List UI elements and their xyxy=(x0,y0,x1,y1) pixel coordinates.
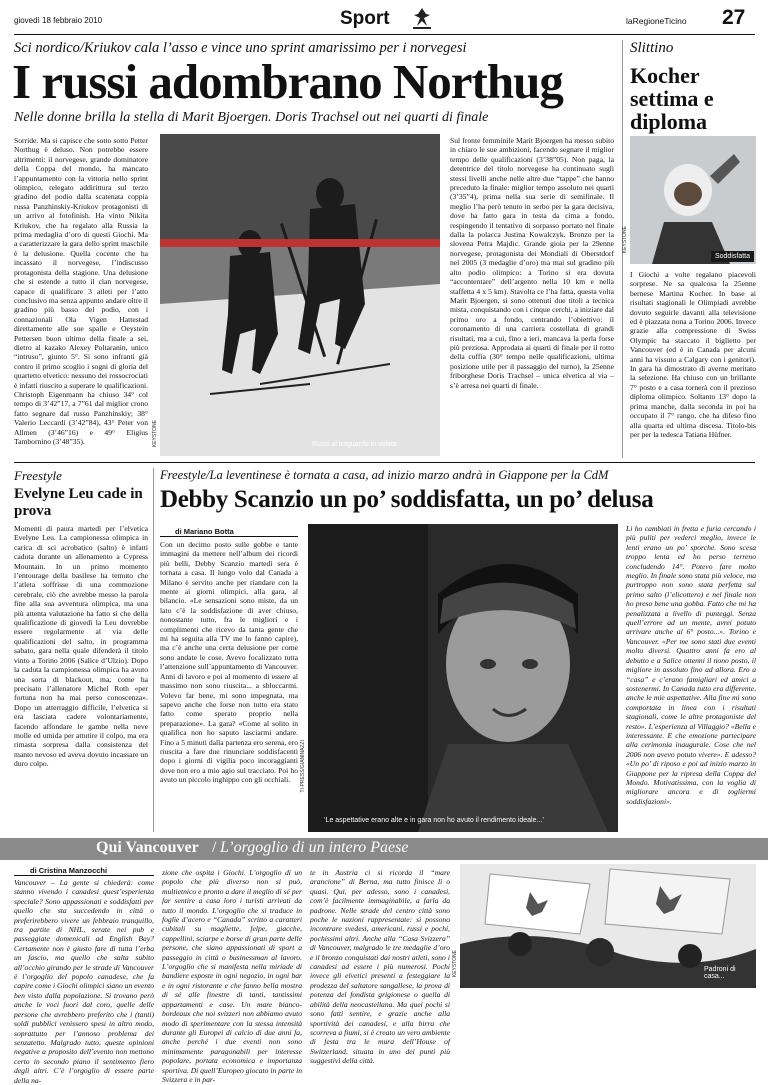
scanzio-photo-caption: ‘Le aspettative erano alte e in gara non ho avuto il rendimento ideale...’ xyxy=(324,817,544,824)
scanzio-byline-rule xyxy=(160,536,298,537)
olympic-emblem-icon xyxy=(410,6,434,30)
header-date: giovedì 18 febbraio 2010 xyxy=(14,16,103,25)
main-photo xyxy=(160,134,440,456)
mid-rule xyxy=(14,462,755,463)
main-headline: I russi adombrano Northug xyxy=(12,54,563,109)
vancouver-slash: / xyxy=(212,839,217,856)
sidebar-photo-caption: Soddisfatta xyxy=(711,251,754,262)
section-logo xyxy=(340,6,435,32)
sidebar-headline: Kocher settima e diploma xyxy=(630,63,714,134)
scanzio-kicker: Freestyle/La leventinese è tornata a casa, ad inizio marzo andrà in Giappone per la CdM xyxy=(160,468,609,482)
vancouver-byline-rule xyxy=(14,875,154,876)
sidebar-kicker: Slittino xyxy=(630,40,674,56)
main-photo-caption: Russi al traguardo in volata xyxy=(312,441,397,448)
freestyle-divider xyxy=(153,468,154,832)
section-title: Sport xyxy=(340,8,390,29)
main-photo-credit: KEYSTONE xyxy=(152,420,158,448)
sidebar-photo xyxy=(630,136,756,264)
vancouver-photo-credit: KEYSTONE xyxy=(452,950,458,978)
vancouver-photo xyxy=(460,864,756,988)
freestyle-body: Momenti di paura martedì per l’elvetica Evelyne Leu. La campionessa olimpica in carica di sci acrobatico (salto) è infatti caduta durante un allenamento a Cypress Mountain. In un primo momento l’entourage della basilese ha temuto che l’atleta soffrisse di una commozione cerebrale, ciò che avrebbe messo la parola fine alla sua avventura olimpica, ma una più attenta valutazione ha fatto sì che della qualificazione di giovedì la Leu dovrebbe essere regolarmente al via delle qualificazioni del salto, in programma sabato, gara nella quale difenderà il titolo vinto a Torino 2006 (Salice d’Ulzio). Dopo la caduta la campionessa olimpica ha avuto una sorta di blackout, ma, come ha precisato l’allenatore Michel Roth «per fortuna non ha mai perso conoscenza». Dopo un atterraggio difficile, l’elvetica si era lasciata cadere volontariamente, facendo affondare le gambe nella neve molle ed umida per attutire il colpo, ma era rimasta sorpresa dalla consistenza del manto nevoso ed aveva dovuto incassare un duro colpo. xyxy=(14,524,148,769)
vancouver-kicker: Qui Vancouver xyxy=(96,839,199,856)
page-number: 27 xyxy=(722,6,746,29)
scanzio-body: Con un decimo posto sulle gobbe e tante immagini da mettere nell’album dei ricordi più belli, Debby Scanzio martedì sera è tornata a casa. Il lungo volo dal Canada a Milano è servito anche per riandare con la mente ai giorni olimpici, alla gara, al bilancio. «Le sensazioni sono miste, da un lato c’è la soddisfazione di aver chiuso, nonostante tutto, fra le migliori e i complimenti che ricevo da tanta gente che mi ha seguita alla TV me lo fanno capire), ma c’è anche una certa delusione per come sono andate le cose. Avevo focalizzato tutta l’attenzione sull’appuntamento di Vancouver. Anni di lavoro e poi al momento di essere al massimo non sono riuscita... a sbloccarmi. Volevo far bene, mi sono impegnata, ma sapevo anche che forse non tutto era stato fatto come sperato proprio nella preparazione». La gara? «Come al solito in qualifica non ho saputo lasciarmi andare. Fino a 5 minuti dalla partenza ero serena, ero riuscita a fare due rinunciare soddisfacenti dopo i giorni di vigilia poco incoraggianti dove non ero a mio agio sul tracciato. Poi ho avuto un piccolo inghippo con gli occhiali. xyxy=(160,540,298,785)
scanzio-photo xyxy=(308,524,618,832)
ski-sprint-finish-image xyxy=(160,134,440,456)
sidebar-body: I Giochi a volte regalano piacevoli sorprese. Ne sa qualcosa la 25enne bernese Martina Kocher. In base ai risultati stagionali le Olimpiadi avrebbe dovuto seguirle davanti alla televisione ed è piazzata nona a Torino 2006. Invece grazie alla compressione di Swiss Olympic ha staccato il biglietto per Vancouver (ed è in Canada per alcuni anni ha vissuto a Calgary con i genitori). In gara ha dimostrato di averne meritato la selezione. Ha chiuso con un brillante 7° posto e a casa tornerà con il prezioso diploma olimpico. Soltanto 13° dopo la prima manche, dalla seconda in poi ha occupato il 7° rango, che ha difeso fino alla quarta ed ultima discesa. Titolo-bis per per la tedesca Tatiana Hüfner. xyxy=(630,270,756,439)
luge-athlete-image xyxy=(630,136,756,264)
freestyle-headline: Evelyne Leu cade in prova xyxy=(14,486,143,519)
scanzio-column-right: Li ho cambiati in fretta e furia cercando i più puliti per vederci meglio, invece le lenti erano un po’ sporche. Sono scesa troppo lenta ed ho perso terreno concludendo 14°. Potevo fare molto meglio. In finale sono stata più veloce, ma purtroppo non sono stata perfetta sul primo salto (l’elicottero) e nel finale non ho preso bene una gobba. Fatto che mi ha penalizzata a livello di punteggi. Senza quell’errore ad un mente, avrei potuto arrivare anche al 6° posto...». Torino e Vancouver. «Per me sono stati due eventi molto diversi. Quattro anni fa ero al debutto e a Salice ottenni il nono posto, il migliore in assoluto fino ad allora. Ero a “casa” e c’erano famigliari ed amici a sostenermi. In Canada tutto era differente, anche le mie aspettative. Alla fine mi sono comportata in linea con i risultati stagionali, come le altre protagoniste del resto». L’esperienza al Villaggio? «Bella e interessante. E che emozione partecipare alla cerimonia inaugurale. Cose che nel 2006 non avevo potuto vivere». E adesso? «Un po’ di riposo e poi ad inizio marzo in Giappone per la ripresa della Coppa del Mondo. Motivatissima, con la voglia di migliorare ancora e di togliermi soddisfazioni». xyxy=(626,524,756,806)
sidebar-photo-credit: KEYSTONE xyxy=(622,226,628,254)
vancouver-banner xyxy=(0,838,768,860)
main-kicker: Sci nordico/Kriukov cala l’asso e vince uno sprint amarissimo per i norvegesi xyxy=(14,40,467,56)
scanzio-photo-credit: TI-PRESS/GIANINAZZI xyxy=(300,740,306,793)
vancouver-byline: di Cristina Manzocchi xyxy=(30,866,108,875)
scanzio-byline: di Mariano Botta xyxy=(175,527,234,536)
scanzio-headline: Debby Scanzio un po’ soddisfatta, un po’ delusa xyxy=(160,486,654,513)
vancouver-photo-caption: Padroni di casa... xyxy=(704,966,736,980)
freestyle-kicker: Freestyle xyxy=(14,468,62,483)
vancouver-column-2: zione che ospita i Giochi. L’orgoglio di un popolo che più diverso non si può, multietnico e pronto a dare il meglio di sé per far sentire a casa loro i turisti arrivati da tutto il mondo. L’orgoglio che si traduce in foglie d’acero e “Canada” scritto a caratteri cubitali su magliette, felpe, giacche, cappellini, sciarpe e borse di gran parte delle persone, che siano appassionati di sport a passeggio in città o businessman al lavoro. L’orgoglio che si manifesta nella miriade di bandiere esposte in ogni negozio, in ogni bar e in ogni ristorante e che fanno bella mostra di sé alle finestre di tanti, tantissimi appartamenti e case. Un mare bianco-bordeaux che noi svizzeri non abbiamo avuto modo di sperimentare con la stessa intensità durante gli Europei di calcio di due anni fa, anche perché i due eventi non sono minimamente paragonabili per interesse popolare, portata economica e importanza sportiva. Di quell’Europeo giocato in parte in Svizzera e in par- xyxy=(162,868,302,1084)
vancouver-column-1: Vancouver – La gente si chiederà: come stanno vivendo i canadesi quest’esperienza speciale? Sono appassionati e soddisfatti per quello che sta succedendo in città o preferirebbero vivere un febbraio tranquillo, tra partite di NHL, serate nei pub e passeggiate domenicali ad English Bay? Certamente non è giusto fare di tutta l’erba un fascio, ma quello che salta subito all’occhio girando per le strade di Vancouver è l’orgoglio del popolo canadese, che fa capire come i Giochi olimpici siano un evento ben visto dalla popolazione. Si trovano però anche le voci fuori dal coro, quelle delle persone che avrebbero preferito che i (tanti) soldi pubblici venissero spesi in altro modo, soprattutto per l’annoso problema dei senzatetto. Malgrado tutto, queste opinioni negative a proposito dell’evento non mettono certo in secondo piano il sentimento fiero degli altri. C’è l’orgoglio di essere parte della na- xyxy=(14,878,154,1085)
main-subhead: Nelle donne brilla la stella di Marit Bjoergen. Doris Trachsel out nei quarti di finale xyxy=(14,110,489,125)
newspaper-name: laRegioneTicino xyxy=(626,16,687,26)
athlete-portrait-image xyxy=(308,524,618,832)
main-column-1: Sorride. Ma si capisce che sotto sotto Petter Northug è deluso. Non potrebbe essere altrimenti: il norvegese, grande dominatore della Coppa del mondo, ha mancato l’appuntamento con la vittoria nello sprint olimpico, relegato addirittura sul terzo gradino del podio dalla scatenata coppia russa Panzhinskiy-Kriukov protagonisti di un arrivo al fotofinish. Ha vinto Nikita Kriukov, che ha regalato alla Russia la prima medaglia d’oro di questi Giochi. Ma a caratterizzare la gara dello sprint maschile è la delusione. Quella cocente che ha incassato il norvegese, l’indiscusso protagonista della stagione. Una delusione che si estende a tutto il clan norvegese, capace di qualificare 3 atleti per l’atto conclusivo ma senza appunto andare oltre il gradino più basso del podio, con i connazionali Ola Vigen Hattestad direttamente alle sue spalle e Oeystein Pettersen buon ultimo della finale a sei, dietro al kazako Alexey Poltaranin, unico “intruso”, giunto 5°. Si sono infranti già contro il primo scoglio i sogni di gloria del quartetto elvetico: nessuno dei rossocrociati è infatti riuscito a superare le qualificazioni. Christoph Eigenmann ha chiuso 34° col tempo di 3’42”17, a 7”61 dal miglior crono fatto segnare dal russo Panzhinskiy; 38° Valerio Leccardi (3’42”84), 43° Peter von Allmen (3’46”16) e 49° Eligius Tambornino (3’48”35). xyxy=(14,136,148,446)
header-rule xyxy=(14,34,755,35)
vancouver-title: L’orgoglio di un intero Paese xyxy=(220,839,409,856)
main-column-4: Sul fronte femminile Marit Bjoergen ha messo subito in chiaro le sue ambizioni, facendo segnare il miglior tempo delle qualificazioni (3’38”05). Non paga, la detentrice del titolo norvegese ha continuato sugli stessi livelli anche nelle altre due “tappe” che hanno preceduto la finale: miglior tempo assoluto nei quarti (3’35”4), prima nella sua serie di semifinale. Il meglio l’ha però tenuto in serbo per la gara decisiva, dove ha fatto gara in testa da cima a fondo, respingendo il tentativo di sorpasso portato nel finale dalla la polacca Justina Kowalczyk. Bronzo per la slovena Petra Majdic. Grande gioia per la 29enne norvegese, protagonista dei Mondiali di Oberstdorf nel 2005 (3 medaglie d’oro) ma mai sul gradino più alto podio olimpico: a Torino si era dovuta “accontentare” dell’argento nella 10 km e nella staffetta 4 x 5 km). Stavolta ce l’ha fatta, questa volta Marit Bjoergen, si sono ottenuti due titoli a tecnica mista, conquistando con i cinque cerchi, a iniziare dal primo oro a fondo, centrando l’obiettivo: il coronamento di una carriera costellata di grandi risultati, ma a cui, fino a ieri, mancava la perla forse più preziosa. Approdata ai quarti di finale per il rotto della cuffia (30° tempo nelle qualificazioni, ultima posizione utile per il passaggio del turno), la 25enne friborghese Doris Trachsel – unica elvetica al via – s’è arresa nei quarti di finale. xyxy=(450,136,614,390)
vancouver-column-3: te in Austria ci si ricorda il “mare arancione” di Berna, ma tutto finisce lì o quasi. Qui, per adesso, sono i canadesi, com’è facilmente immaginabile, a farla da padrone. Nelle strade del centro città sono poche le nazioni rappresentate: si possono incontrare svedesi, americani, russi e pochi, pochissimi altri. Anche alla “Casa Svizzera” di Vancouver, malgrado le tre medaglie d’oro e il bronzo conquistati dai nostri atleti, sono i canadesi ad essere i più numerosi. Pochi invece gli elvetici presenti a festeggiare la prodezza del saltatore sangallese, la prova di potenza del fondista grigionese o quella di abilità della neocastellana. Ma quei pochi si sono fatti sentire, e grazie anche alla sportività dei canadesi, e alla birra che scorreva a fiumi, si è creato un vero ambiente di festa tra le mura dell’House of Switzerland, situata in uno dei punti più suggestivi della città. xyxy=(310,868,450,1066)
